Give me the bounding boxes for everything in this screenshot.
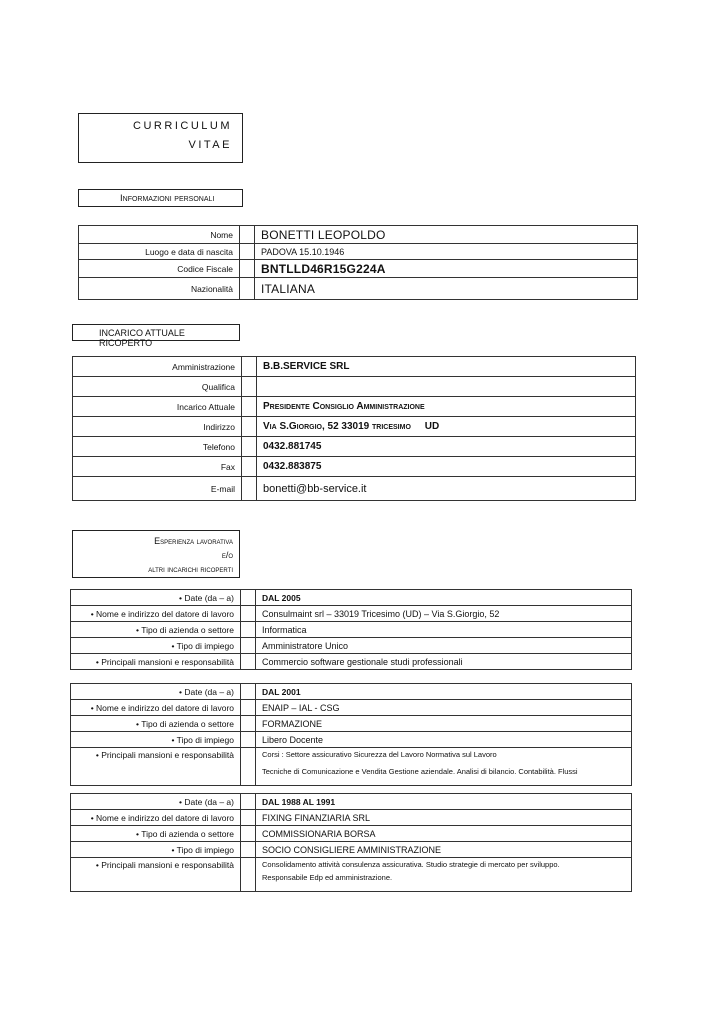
table-row (71, 590, 632, 606)
personal-label-nazionalita: Nazionalità (79, 278, 240, 300)
table-row (71, 858, 632, 892)
personal-value-nascita: PADOVA 15.10.1946 (255, 244, 638, 260)
table-row (71, 716, 632, 732)
table-row (71, 794, 632, 810)
table-row (79, 226, 638, 244)
table-row (73, 397, 636, 417)
job2-mansioni-cell (256, 748, 632, 786)
table-row (71, 748, 632, 786)
job1-label-date: • Date (da – a) (71, 590, 241, 606)
table-row (73, 357, 636, 377)
job1-label-datore: • Nome e indirizzo del datore di lavoro (71, 606, 241, 622)
job2-label-datore: • Nome e indirizzo del datore di lavoro (71, 700, 241, 716)
job2-label-mansioni: • Principali mansioni e responsabilità (71, 748, 241, 786)
job3-label-mansioni: • Principali mansioni e responsabilità (71, 858, 241, 892)
incarico-label-amministrazione: Amministrazione (73, 357, 242, 377)
incarico-value-email: bonetti@bb-service.it (257, 477, 636, 501)
job3-value-mansioni2: Responsabile Edp ed amministrazione. (262, 873, 393, 882)
incarico-label-email: E-mail (73, 477, 242, 501)
job1-label-tipo-azienda: • Tipo di azienda o settore (71, 622, 241, 638)
incarico-value-indirizzo: Via S.Giorgio, 52 33019 tricesimo UD (257, 417, 636, 437)
job3-value-mansioni: Consolidamento attività consulenza assicurativa. Studio strategie di mercato per sviluppo. (262, 860, 560, 869)
table-row (71, 810, 632, 826)
table-row (71, 842, 632, 858)
job2-label-tipo-azienda: • Tipo di azienda o settore (71, 716, 241, 732)
incarico-value-amministrazione: B.B.SERVICE SRL (257, 357, 636, 377)
personal-label-cf: Codice Fiscale (79, 260, 240, 278)
table-row (73, 417, 636, 437)
job1-value-tipo-impiego: Amministratore Unico (256, 638, 632, 654)
job1-value-date: DAL 2005 (256, 590, 632, 606)
esperienza-heading-l3: altri incarichi ricoperti (148, 564, 233, 574)
job1-value-mansioni: Commercio software gestionale studi professionali (256, 654, 632, 670)
table-row (71, 638, 632, 654)
job2-value-mansioni: Corsi : Settore assicurativo Sicurezza del Lavoro Normativa sul Lavoro (262, 750, 497, 759)
incarico-value-fax: 0432.883875 (257, 457, 636, 477)
cv-title-line2: VITAE (188, 139, 232, 151)
job1-label-mansioni: • Principali mansioni e responsabilità (71, 654, 241, 670)
incarico-label-qualifica: Qualifica (73, 377, 242, 397)
esperienza-heading-l1: Esperienza lavorativa (154, 536, 233, 546)
table-row (73, 437, 636, 457)
job3-value-tipo-azienda: COMMISSIONARIA BORSA (256, 826, 632, 842)
job2-value-date: DAL 2001 (256, 684, 632, 700)
job2-label-tipo-impiego: • Tipo di impiego (71, 732, 241, 748)
job3-value-datore: FIXING FINANZIARIA SRL (256, 810, 632, 826)
job-table-1 (70, 589, 632, 670)
job2-value-datore: ENAIP – IAL - CSG (256, 700, 632, 716)
incarico-value-telefono: 0432.881745 (257, 437, 636, 457)
table-row (73, 477, 636, 501)
table-row (71, 684, 632, 700)
job3-mansioni-cell (256, 858, 632, 892)
esperienza-heading-box (72, 530, 240, 578)
job2-value-tipo-azienda: FORMAZIONE (256, 716, 632, 732)
job1-label-tipo-impiego: • Tipo di impiego (71, 638, 241, 654)
table-row (71, 700, 632, 716)
job3-label-tipo-impiego: • Tipo di impiego (71, 842, 241, 858)
job-table-3 (70, 793, 632, 892)
job3-label-date: • Date (da – a) (71, 794, 241, 810)
incarico-value-incarico: Presidente Consiglio Amministrazione (257, 397, 636, 417)
table-row (79, 278, 638, 300)
personal-heading: Informazioni personali (120, 193, 215, 204)
incarico-heading: INCARICO ATTUALE RICOPERTO (99, 328, 185, 348)
table-row (71, 826, 632, 842)
incarico-table (72, 356, 636, 501)
table-row (79, 260, 638, 278)
incarico-label-telefono: Telefono (73, 437, 242, 457)
job3-label-tipo-azienda: • Tipo di azienda o settore (71, 826, 241, 842)
table-row (73, 457, 636, 477)
table-row (71, 622, 632, 638)
job3-label-datore: • Nome e indirizzo del datore di lavoro (71, 810, 241, 826)
personal-value-cf: BNTLLD46R15G224A (255, 260, 638, 278)
table-row (71, 606, 632, 622)
personal-table (78, 225, 638, 300)
job2-label-date: • Date (da – a) (71, 684, 241, 700)
job3-value-tipo-impiego: SOCIO CONSIGLIERE AMMINISTRAZIONE (256, 842, 632, 858)
personal-label-nome: Nome (79, 226, 240, 244)
table-row (79, 244, 638, 260)
job1-value-tipo-azienda: Informatica (256, 622, 632, 638)
table-row (71, 654, 632, 670)
incarico-value-qualifica (257, 377, 636, 397)
esperienza-heading-l2: e/o (221, 550, 233, 560)
job2-value-mansioni2: Tecniche di Comunicazione e Vendita Gestione aziendale. Analisi di bilancio. Contabilità. Flussi (262, 767, 578, 776)
table-row (73, 377, 636, 397)
job2-value-tipo-impiego: Libero Docente (256, 732, 632, 748)
job-table-2 (70, 683, 632, 786)
cv-title-box (78, 113, 243, 163)
incarico-label-incarico: Incarico Attuale (73, 397, 242, 417)
incarico-label-fax: Fax (73, 457, 242, 477)
job3-value-date: DAL 1988 AL 1991 (256, 794, 632, 810)
cv-title-line1: CURRICULUM (133, 120, 232, 132)
personal-label-nascita: Luogo e data di nascita (79, 244, 240, 260)
personal-value-nome: BONETTI LEOPOLDO (255, 226, 638, 244)
incarico-heading-box (72, 324, 240, 348)
job1-value-datore: Consulmaint srl – 33019 Tricesimo (UD) – Via S.Giorgio, 52 (256, 606, 632, 622)
personal-value-nazionalita: ITALIANA (255, 278, 638, 300)
personal-heading-box (78, 189, 243, 207)
incarico-label-indirizzo: Indirizzo (73, 417, 242, 437)
table-row (71, 732, 632, 748)
